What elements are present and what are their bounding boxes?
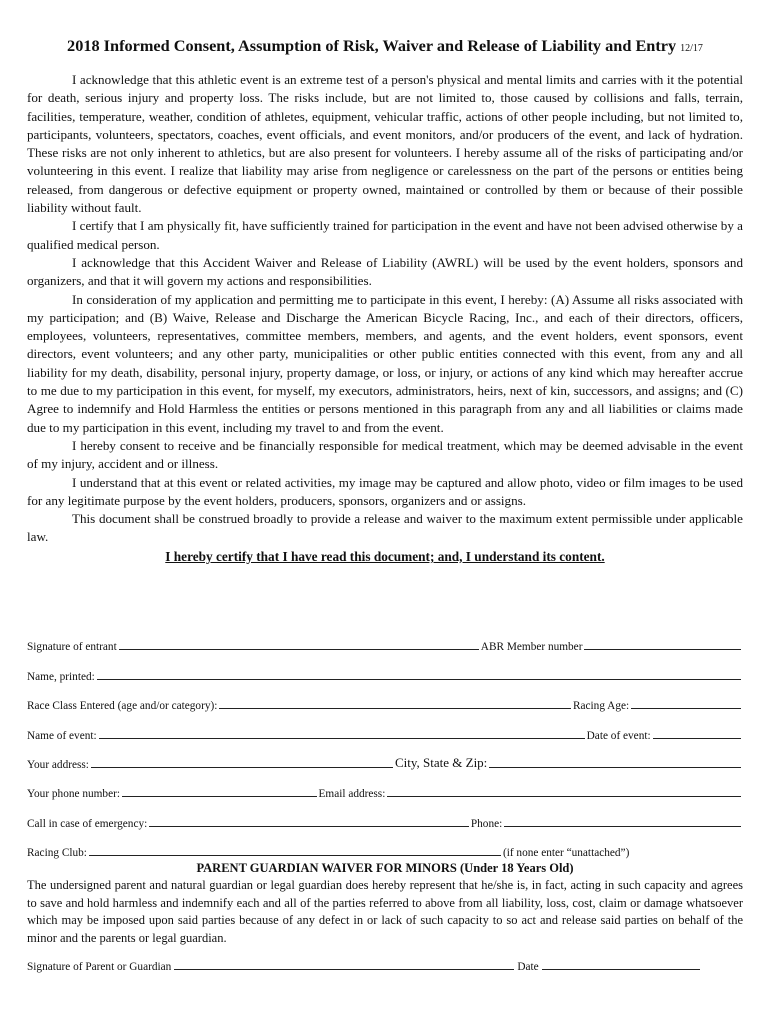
abr-member-field[interactable] bbox=[584, 649, 741, 650]
address-label: Your address: bbox=[27, 758, 89, 771]
phone-field[interactable] bbox=[122, 796, 317, 797]
city-field[interactable] bbox=[489, 767, 741, 768]
name-field[interactable] bbox=[97, 679, 741, 680]
waiver-document bbox=[27, 36, 743, 566]
abr-member-label: ABR Member number bbox=[480, 641, 583, 654]
parent-signature-field[interactable] bbox=[174, 969, 514, 970]
address-field[interactable] bbox=[91, 767, 393, 768]
event-date-field[interactable] bbox=[653, 738, 741, 739]
event-date-label: Date of event: bbox=[586, 729, 651, 742]
phone-label: Your phone number: bbox=[27, 788, 120, 801]
paragraph-release: In consideration of my application and permitting me to participate in this event, I hereby: (A) Assume all risks associated with my participation; and (B) Waive, Release and Discharge the American Bicycle Racing, Inc., and each of their directors, officers, employees, volunteers, representatives, committee members, members, and agents, and the event holders, event sponsors, event directors, event volunteers; and any other party, municipalities or other public entities connected with this event, from any and all liability for my death, disability, personal injury, property damage, or loss, or injury, or actions of any kind which may hereafter accrue to me due to my participation in this event, for myself, my executors, administrators, heirs, next of kin, successors, and assigns; and (C) Agree to indemnify and Hold Harmless the entities or persons mentioned in this paragraph from any and all liabilities or claims made due to my participation in this event, including my travel to and from the event. bbox=[27, 291, 743, 435]
document-title-row bbox=[27, 36, 743, 59]
emergency-phone-field[interactable] bbox=[504, 826, 741, 827]
revision-date: 12/17 bbox=[680, 43, 703, 54]
phone-row bbox=[27, 771, 743, 800]
emergency-field[interactable] bbox=[149, 826, 469, 827]
signature-row bbox=[27, 624, 743, 653]
event-row bbox=[27, 712, 743, 741]
parent-signature-row bbox=[27, 955, 743, 973]
address-row bbox=[27, 742, 743, 771]
event-name-label: Name of event: bbox=[27, 729, 97, 742]
club-label: Racing Club: bbox=[27, 847, 87, 860]
club-field[interactable] bbox=[89, 855, 501, 856]
race-class-label: Race Class Entered (age and/or category): bbox=[27, 700, 218, 713]
certify-statement: I hereby certify that I have read this document; and, I understand its content. bbox=[165, 548, 605, 564]
race-class-field[interactable] bbox=[219, 708, 571, 709]
city-label: City, State & Zip: bbox=[394, 754, 488, 770]
paragraph-image: I understand that at this event or related activities, my image may be captured and allow photo, video or film images to be used for any legitimate purpose by the event holders, producers, sponsors, organizers and or assigns. bbox=[27, 474, 743, 508]
email-label: Email address: bbox=[318, 788, 386, 801]
signature-label: Signature of entrant bbox=[27, 641, 117, 654]
emergency-phone-label: Phone: bbox=[470, 817, 503, 830]
email-field[interactable] bbox=[387, 796, 741, 797]
parent-signature-label: Signature of Parent or Guardian bbox=[27, 961, 172, 973]
waiver-body bbox=[27, 71, 743, 547]
parent-date-label: Date bbox=[517, 961, 539, 973]
name-label: Name, printed: bbox=[27, 670, 95, 683]
paragraph-fitness: I certify that I am physically fit, have sufficiently trained for participation in the event and have not been advised otherwise by a qualified medical person. bbox=[27, 218, 743, 252]
name-row bbox=[27, 653, 743, 682]
club-note: (if none enter “unattached”) bbox=[502, 847, 630, 860]
minors-section-text: The undersigned parent and natural guardian or legal guardian does hereby represent that he/she is, in fact, acting in such capacity and agrees to save and hold harmless and indemnify each and all of the parties referred to above from all liability, loss, cost, claim or damage whatsoever which may be imposed upon said parties because of any defect in or lack of such capacity to so act and release said parties on behalf of the minor and the parents or legal guardian. bbox=[27, 878, 743, 945]
club-row bbox=[27, 830, 743, 859]
minors-section-title: PARENT GUARDIAN WAIVER FOR MINORS (Under 18 Years Old) bbox=[196, 861, 574, 875]
document-title: 2018 Informed Consent, Assumption of Risk, Waiver and Release of Liability and Entry bbox=[67, 36, 677, 55]
event-name-field[interactable] bbox=[99, 738, 585, 739]
race-class-row bbox=[27, 683, 743, 712]
paragraph-risks: I acknowledge that this athletic event is an extreme test of a person's physical and mental limits and carries with it the potential for death, serious injury and property loss. The risks include, but are not limited to, those caused by collisions and falls, terrain, facilities, temperature, weather, condition of athletes, equipment, vehicular traffic, actions of other people including, but not limited to, participants, volunteers, spectators, coaches, event officials, and event monitors, and/or producers of the event, and lack of hydration. These risks are not only inherent to athletics, but are also present for volunteers. I hereby assume all of the risks of participating and/or volunteering in this event. I realize that liability may arise from negligence or carelessness on the part of the persons or entities being released, from dangerous or defective equipment or property owned, maintained or controlled by them or because of their possible liability without fault. bbox=[27, 72, 743, 216]
parent-date-field[interactable] bbox=[542, 969, 700, 970]
racing-age-field[interactable] bbox=[631, 708, 741, 709]
signature-field[interactable] bbox=[119, 649, 479, 650]
racing-age-label: Racing Age: bbox=[572, 700, 630, 713]
emergency-label: Call in case of emergency: bbox=[27, 817, 148, 830]
entrant-form bbox=[27, 624, 743, 859]
emergency-row bbox=[27, 800, 743, 829]
paragraph-awrl: I acknowledge that this Accident Waiver and Release of Liability (AWRL) will be used by the event holders, sponsors and organizers, and that it will govern my actions and responsibilities. bbox=[27, 254, 743, 289]
paragraph-construed: This document shall be construed broadly to provide a release and waiver to the maximum extent permissible under applicable law. bbox=[27, 511, 743, 545]
paragraph-medical: I hereby consent to receive and be financially responsible for medical treatment, which may be deemed advisable in the event of my injury, accident and or illness. bbox=[27, 437, 743, 472]
